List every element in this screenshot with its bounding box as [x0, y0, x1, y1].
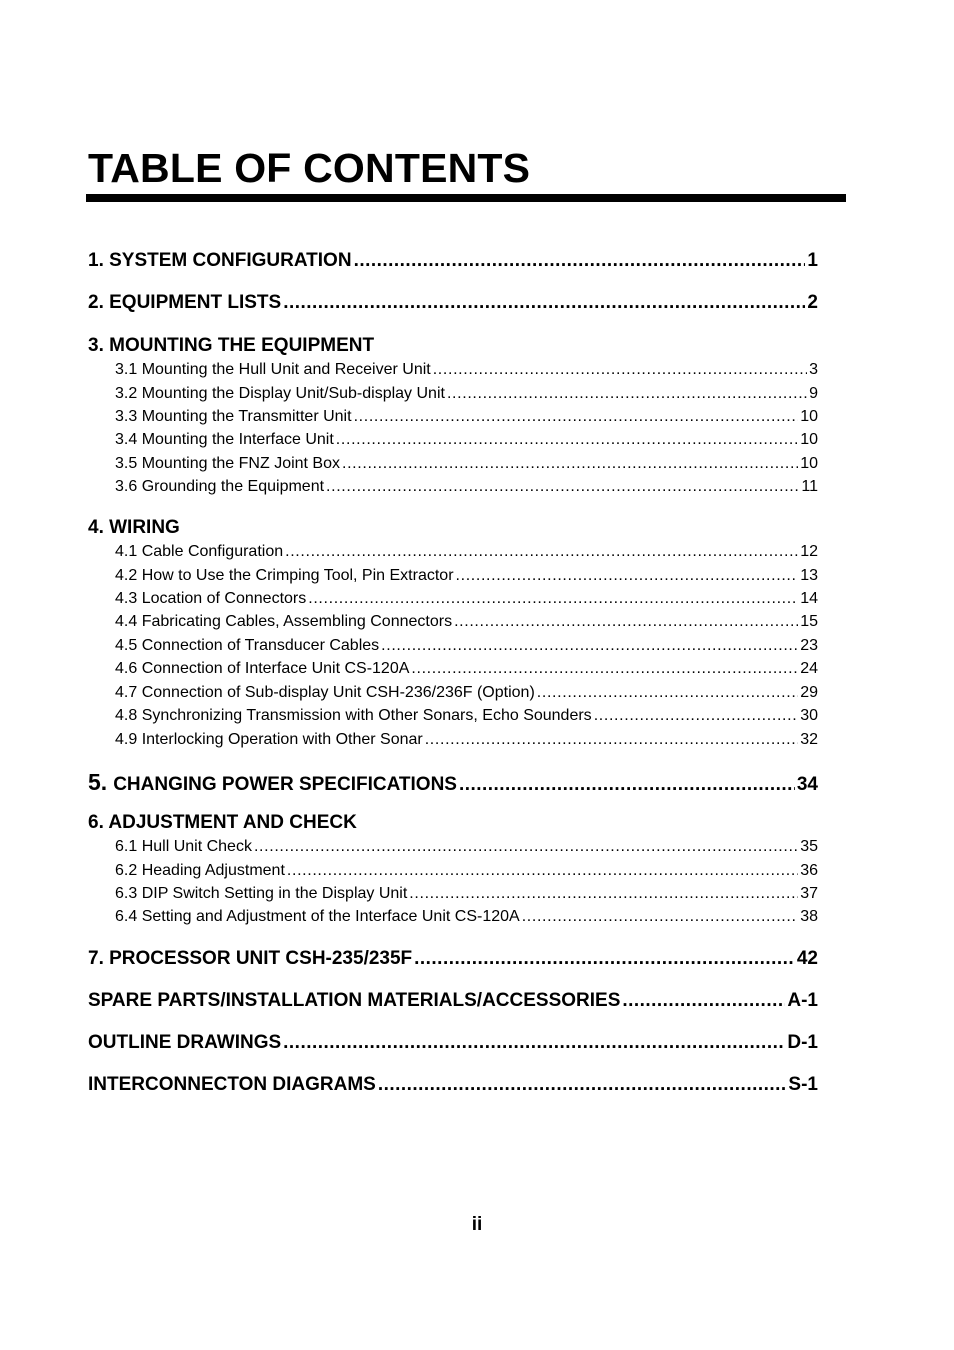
toc-subentry-3-4[interactable]	[115, 430, 818, 450]
toc-entry-label: 6.1 Hull Unit Check	[115, 838, 252, 855]
toc-entry-label: 7. PROCESSOR UNIT CSH-235/235F	[88, 948, 413, 969]
toc-entry-equipment-lists[interactable]	[88, 291, 818, 315]
toc-subentry-4-9[interactable]	[115, 730, 818, 750]
toc-entry-page: 14	[800, 590, 818, 607]
toc-heading-wiring[interactable]: 4. WIRING	[88, 517, 180, 538]
toc-entry-page: 2	[807, 292, 818, 313]
toc-entry-processor-unit[interactable]	[88, 947, 818, 971]
toc-subentry-4-6[interactable]	[115, 659, 818, 679]
dot-leader	[354, 407, 799, 427]
toc-entry-label: 3.1 Mounting the Hull Unit and Receiver Unit	[115, 361, 431, 378]
page-title: TABLE OF CONTENTS	[88, 145, 531, 191]
toc-entry-label: INTERCONNECTON DIAGRAMS	[88, 1074, 376, 1095]
toc-entry-page: 37	[800, 885, 818, 902]
dot-leader	[354, 249, 806, 273]
toc-entry-page: A-1	[787, 990, 818, 1011]
toc-entry-page: 42	[796, 948, 818, 969]
toc-subentry-4-1[interactable]	[115, 542, 818, 562]
toc-subentry-4-8[interactable]	[115, 706, 818, 726]
toc-subentry-4-2[interactable]	[115, 566, 818, 586]
toc-entry-label: 4.1 Cable Configuration	[115, 543, 284, 560]
dot-leader	[287, 861, 798, 881]
toc-entry-label: 4.8 Synchronizing Transmission with Other Sonars, Echo Sounders	[115, 707, 592, 724]
toc-subentry-4-4[interactable]	[115, 612, 818, 632]
toc-entry-system-configuration[interactable]	[88, 249, 818, 273]
toc-subentry-3-6[interactable]	[115, 477, 818, 497]
toc-subentry-6-4[interactable]	[115, 907, 818, 927]
dot-leader	[409, 884, 798, 904]
toc-entry-page: 29	[800, 684, 818, 701]
toc-entry-label: 1. SYSTEM CONFIGURATION	[88, 250, 352, 271]
dot-leader	[537, 683, 798, 703]
toc-entry-changing-power[interactable]	[88, 768, 818, 796]
toc-subentry-3-2[interactable]	[115, 384, 818, 404]
toc-entry-page: 30	[800, 707, 818, 724]
dot-leader	[425, 730, 798, 750]
toc-entry-page: 23	[800, 637, 818, 654]
toc-entry-interconnection-diagrams[interactable]	[88, 1073, 818, 1097]
toc-entry-page: 10	[800, 455, 818, 472]
toc-subentry-3-5[interactable]	[115, 454, 818, 474]
toc-entry-label: 4.5 Connection of Transducer Cables	[115, 637, 380, 654]
toc-entry-page: 3	[809, 361, 818, 378]
dot-leader	[254, 837, 798, 857]
dot-leader	[336, 430, 798, 450]
toc-entry-label: 4.9 Interlocking Operation with Other Sonar	[115, 731, 423, 748]
toc-entry-page: 35	[800, 838, 818, 855]
toc-entry-label: 3.2 Mounting the Display Unit/Sub-display Unit	[115, 385, 445, 402]
toc-subentry-3-3[interactable]	[115, 407, 818, 427]
toc-entry-number: 5.	[88, 769, 108, 795]
toc-entry-page: 34	[796, 774, 818, 795]
dot-leader	[594, 706, 799, 726]
toc-subentry-6-2[interactable]	[115, 861, 818, 881]
dot-leader	[308, 589, 798, 609]
toc-entry-label: 6.4 Setting and Adjustment of the Interface Unit CS-120A	[115, 908, 520, 925]
toc-entry-page: 10	[800, 408, 818, 425]
toc-entry-label: 3.3 Mounting the Transmitter Unit	[115, 408, 352, 425]
dot-leader	[326, 477, 799, 497]
dot-leader	[378, 1073, 787, 1097]
toc-entry-page: 10	[800, 431, 818, 448]
dot-leader	[342, 454, 798, 474]
toc-entry-label: 6.3 DIP Switch Setting in the Display Unit	[115, 885, 408, 902]
dot-leader	[447, 384, 807, 404]
toc-heading-adjustment[interactable]: 6. ADJUSTMENT AND CHECK	[88, 812, 357, 833]
dot-leader	[456, 566, 799, 586]
toc-entry-page: S-1	[788, 1074, 818, 1095]
toc-subentry-3-1[interactable]	[115, 360, 818, 380]
dot-leader	[622, 989, 785, 1013]
toc-subentry-4-7[interactable]	[115, 683, 818, 703]
toc-subentry-4-5[interactable]	[115, 636, 818, 656]
toc-subentry-6-1[interactable]	[115, 837, 818, 857]
toc-entry-spare-parts[interactable]	[88, 989, 818, 1013]
toc-entry-page: 38	[800, 908, 818, 925]
toc-entry-label: 4.7 Connection of Sub-display Unit CSH-236/236F (Option)	[115, 684, 535, 701]
dot-leader	[522, 907, 799, 927]
toc-entry-label: 4.6 Connection of Interface Unit CS-120A	[115, 660, 410, 677]
toc-entry-page: D-1	[787, 1032, 818, 1053]
toc-entry-label: 3.6 Grounding the Equipment	[115, 478, 325, 495]
toc-entry-label: 3.4 Mounting the Interface Unit	[115, 431, 334, 448]
toc-entry-label: CHANGING POWER SPECIFICATIONS	[113, 774, 457, 795]
dot-leader	[381, 636, 798, 656]
dot-leader	[414, 947, 795, 971]
page-number: ii	[471, 1214, 483, 1235]
dot-leader	[285, 542, 798, 562]
dot-leader	[454, 612, 798, 632]
dot-leader	[283, 1031, 785, 1055]
toc-entry-label: SPARE PARTS/INSTALLATION MATERIALS/ACCESSORIES	[88, 990, 621, 1011]
toc-entry-page: 1	[807, 250, 818, 271]
toc-entry-page: 24	[800, 660, 818, 677]
toc-subentry-6-3[interactable]	[115, 884, 818, 904]
title-rule	[86, 194, 846, 202]
toc-entry-outline-drawings[interactable]	[88, 1031, 818, 1055]
toc-entry-page: 11	[801, 478, 818, 495]
toc-entry-label: 4.3 Location of Connectors	[115, 590, 307, 607]
toc-entry-label: OUTLINE DRAWINGS	[88, 1032, 282, 1053]
dot-leader	[459, 771, 795, 796]
toc-entry-label: 2. EQUIPMENT LISTS	[88, 292, 282, 313]
toc-entry-label: 4.2 How to Use the Crimping Tool, Pin Extractor	[115, 567, 454, 584]
dot-leader	[433, 360, 807, 380]
toc-entry-page: 12	[800, 543, 818, 560]
toc-entry-page: 9	[809, 385, 818, 402]
toc-entry-page: 32	[800, 731, 818, 748]
dot-leader	[411, 659, 798, 679]
toc-subentry-4-3[interactable]	[115, 589, 818, 609]
toc-entry-page: 13	[800, 567, 818, 584]
toc-entry-label: 4.4 Fabricating Cables, Assembling Connectors	[115, 613, 453, 630]
toc-heading-mounting[interactable]: 3. MOUNTING THE EQUIPMENT	[88, 335, 375, 356]
toc-entry-label: 3.5 Mounting the FNZ Joint Box	[115, 455, 340, 472]
toc-entry-label: 6.2 Heading Adjustment	[115, 862, 285, 879]
toc-entry-page: 15	[800, 613, 818, 630]
dot-leader	[283, 291, 805, 315]
toc-entry-page: 36	[800, 862, 818, 879]
